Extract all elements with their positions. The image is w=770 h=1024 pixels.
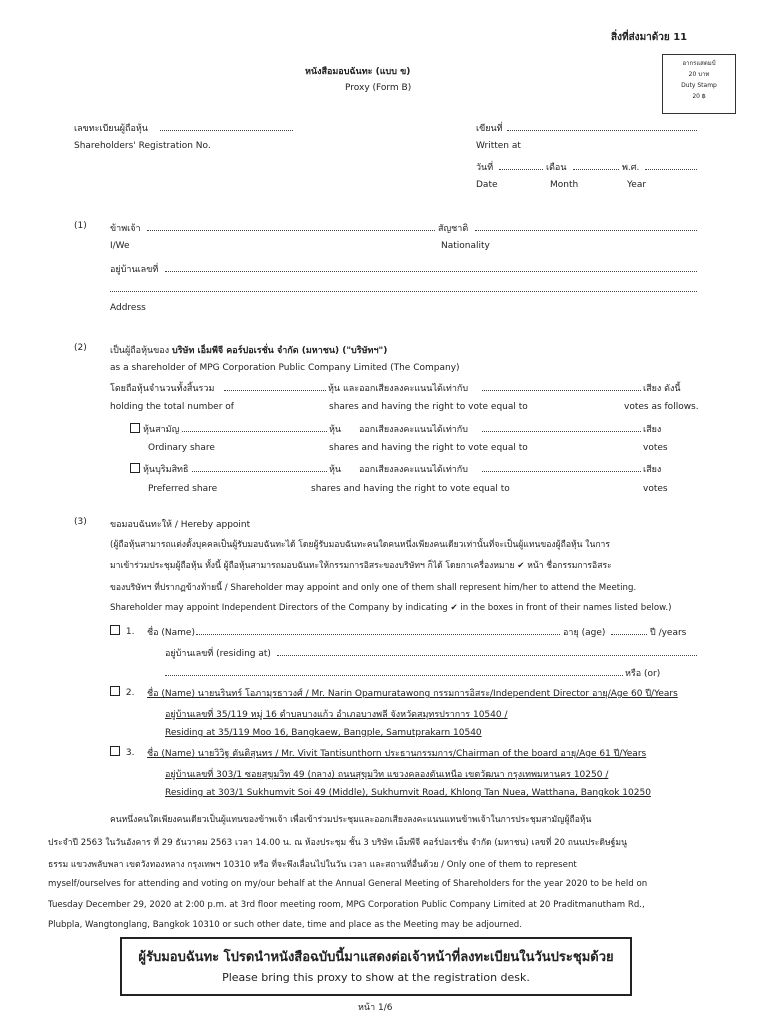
ordinary-right-label-en: shares and having the right to vote equal to: [329, 443, 528, 453]
preferred-shares-field[interactable]: [192, 471, 327, 472]
title-thai: หนังสือมอบฉันทะ (แบบ ข): [305, 67, 411, 77]
proxy-1-age-label: อายุ (age): [563, 628, 606, 638]
proxy-3-address-en: Residing at 303/1 Sukhumvit Soi 49 (Middle), Sukhumvit Road, Khlong Tan Nuea, Watthana, Bangkok 10250: [165, 788, 651, 798]
section-3-number: (3): [74, 517, 87, 527]
ordinary-votes-field[interactable]: [482, 431, 641, 432]
proxy-1-address-field-2[interactable]: [165, 675, 623, 676]
instruction-line-4: Shareholder may appoint Independent Directors of the Company by indicating ✔ in the boxes in front of their names listed below.): [110, 603, 672, 613]
instruction-line-1: (ผู้ถือหุ้นสามารถแต่งตั้งบุคคลเป็นผู้รับมอบฉันทะได้ โดยผู้รับมอบฉันทะคนใดคนหนึ่งเพียงคนเดียวเท่านั้นที่จะเป็นผู้แทนของผู้ถือหุ้น ในการ: [110, 540, 610, 550]
date-field[interactable]: [499, 169, 543, 170]
notice-thai: ผู้รับมอบฉันทะ โปรดนำหนังสือฉบับนี้มาแสดงต่อเจ้าหน้าที่ลงทะเบียนในวันประชุมด้วย: [138, 950, 614, 965]
ordinary-share-row: [130, 422, 179, 436]
body-line-1: คนหนึ่งคนใดเพียงคนเดียวเป็นผู้แทนของข้าพเจ้า เพื่อเข้าร่วมประชุมและออกเสียงลงคะแนนแทนข้าพเจ้าในการประชุมสามัญผู้ถือหุ้น: [110, 815, 592, 825]
date-label-th: วันที่: [476, 163, 494, 173]
total-votes-label-th: เสียง ดังนี้: [643, 384, 681, 394]
preferred-votes-unit-th: เสียง: [643, 465, 662, 475]
proxy-1-or-label: หรือ (or): [625, 669, 661, 679]
proxy-option-2-number: 2.: [125, 688, 135, 698]
duty-stamp-box: [662, 54, 736, 114]
section-2-number: (2): [74, 343, 87, 353]
proxy-3-address-th: อยู่บ้านเลขที่ 303/1 ซอยสุขุมวิท 49 (กลาง) ถนนสุขุมวิท แขวงคลองตันเหนือ เขตวัฒนา กรุงเทพมหานคร 10250 /: [165, 770, 609, 780]
preferred-share-row: [130, 462, 188, 476]
ordinary-shares-unit-th: หุ้น: [329, 425, 342, 435]
proxy-option-1-number: 1.: [125, 627, 135, 637]
date-label-en: Date: [476, 180, 498, 190]
body-line-3: ธรรม แขวงพลับพลา เขตวังทองหลาง กรุงเทพฯ 10310 หรือ ที่จะพึงเลื่อนไปในวัน เวลา และสถานที่อื่นด้วย / Only one of them to represent: [48, 860, 577, 870]
instruction-line-3: ของบริษัทฯ ที่ปรากฏข้างท้ายนี้ / Shareholder may appoint and only one of them shall represent him/her to attend the Meeting.: [110, 583, 637, 593]
preferred-right-label-th: ออกเสียงลงคะแนนได้เท่ากับ: [359, 465, 468, 475]
written-at-label-en: Written at: [476, 141, 521, 151]
proxy-option-2: [110, 686, 134, 698]
appoint-label: ขอมอบฉันทะให้ / Hereby appoint: [110, 520, 251, 530]
instruction-line-2: มาเข้าร่วมประชุมผู้ถือหุ้น ทั้งนี้ ผู้ถือหุ้นสามารถมอบฉันทะให้กรรมการอิสระของบริษัทฯ ก็ได้ โดยกาเครื่องหมาย ✔ หน้า ชื่อกรรมการอิสระ: [110, 561, 612, 571]
stamp-line-1: อากรแสตมป์: [682, 60, 716, 67]
proxy-2-name-line: ชื่อ (Name) นายนรินทร์ โอภามุรธาวงศ์ / Mr. Narin Opamuratawong กรรมการอิสระ/Independent Director อายุ/Age 60 ปี/Years: [147, 689, 678, 699]
house-no-label-th: อยู่บ้านเลขที่: [110, 265, 159, 275]
ordinary-shares-field[interactable]: [182, 431, 327, 432]
total-shares-right-th: หุ้น และออกเสียงลงคะแนนได้เท่ากับ: [328, 384, 469, 394]
total-votes-label-en: votes as follows.: [624, 402, 699, 412]
stamp-line-3: Duty Stamp: [681, 82, 717, 89]
proxy-option-3: [110, 746, 134, 758]
name-field[interactable]: [147, 230, 435, 231]
proxy-1-house-label: อยู่บ้านเลขที่ (residing at): [165, 649, 271, 659]
body-line-4: myself/ourselves for attending and voting on my/our behalf at the Annual General Meeting of Shareholders for the year 2020 to be held on: [48, 879, 648, 889]
preferred-right-label-en: shares and having the right to vote equal to: [311, 484, 510, 494]
registration-field[interactable]: [160, 130, 293, 131]
attachment-label: สิ่งที่ส่งมาด้วย 11: [611, 32, 688, 43]
nationality-label-en: Nationality: [441, 241, 490, 251]
proxy-2-address-th: อยู่บ้านเลขที่ 35/119 หมู่ 16 ตำบลบางแก้ว อำเภอบางพลี จังหวัดสมุทรปราการ 10540 /: [165, 710, 508, 720]
total-shares-field[interactable]: [224, 390, 326, 391]
shareholder-of-label-en: as a shareholder of MPG Corporation Public Company Limited (The Company): [110, 363, 460, 373]
shareholder-of-prefix: เป็นผู้ถือหุ้นของ: [110, 346, 170, 356]
proxy-1-years-label: ปี /years: [650, 628, 687, 638]
proxy-2-address-en: Residing at 35/119 Moo 16, Bangkaew, Bangple, Samutprakarn 10540: [165, 728, 482, 738]
proxy-option-1-checkbox[interactable]: [110, 625, 120, 635]
proxy-option-3-checkbox[interactable]: [110, 746, 120, 756]
notice-english: Please bring this proxy to show at the registration desk.: [222, 971, 530, 984]
registration-notice-box: [120, 937, 632, 996]
stamp-line-4: 20 ฿: [692, 93, 706, 100]
proxy-option-2-checkbox[interactable]: [110, 686, 120, 696]
i-we-label-en: I/We: [110, 241, 130, 251]
ordinary-share-label-th: หุ้นสามัญ: [143, 425, 180, 435]
preferred-votes-field[interactable]: [482, 471, 641, 472]
year-label-th: พ.ศ.: [622, 163, 640, 173]
total-shares-label-th: โดยถือหุ้นจำนวนทั้งสิ้นรวม: [110, 384, 215, 394]
address-field-2[interactable]: [110, 291, 697, 292]
ordinary-share-label-en: Ordinary share: [148, 443, 215, 453]
nationality-label-th: สัญชาติ: [438, 224, 469, 234]
proxy-3-name-line: ชื่อ (Name) นายวิวิฐ ตันติสุนทร / Mr. Vivit Tantisunthorn ประธานกรรมการ/Chairman of the board อายุ/Age 61 ปี/Years: [147, 749, 647, 759]
registration-label-th: เลขทะเบียนผู้ถือหุ้น: [74, 124, 148, 134]
proxy-1-name-field[interactable]: [196, 634, 560, 635]
preferred-share-label-th: หุ้นบุริมสิทธิ: [143, 465, 189, 475]
year-field[interactable]: [645, 169, 697, 170]
month-label-th: เดือน: [546, 163, 567, 173]
stamp-line-2: 20 บาท: [688, 71, 710, 78]
title-english: Proxy (Form B): [345, 83, 412, 93]
i-we-label-th: ข้าพเจ้า: [110, 224, 141, 234]
ordinary-votes-unit-th: เสียง: [643, 425, 662, 435]
preferred-votes-unit-en: votes: [643, 484, 668, 494]
shareholder-of-label: [110, 343, 387, 357]
page-number: หน้า 1/6: [358, 1003, 393, 1013]
ordinary-right-label-th: ออกเสียงลงคะแนนได้เท่ากับ: [359, 425, 468, 435]
body-line-6: Plubpla, Wangtonglang, Bangkok 10310 or such other date, time and place as the Meeting may be adjourned.: [48, 920, 522, 930]
address-field-1[interactable]: [165, 271, 697, 272]
preferred-share-checkbox[interactable]: [130, 463, 140, 473]
proxy-1-name-label: ชื่อ (Name): [147, 628, 195, 638]
body-line-2: ประจำปี 2563 ในวันอังคาร ที่ 29 ธันวาคม 2563 เวลา 14.00 น. ณ ห้องประชุม ชั้น 3 บริษัท เอ็มพีจี คอร์ปอเรชั่น จำกัด (มหาชน) เลขที่ 20 ถนนประดิษฐ์มนู: [48, 838, 627, 848]
month-field[interactable]: [573, 169, 619, 170]
company-name-th: บริษัท เอ็มพีจี คอร์ปอเรชั่น จำกัด (มหาชน) ("บริษัทฯ"): [171, 346, 388, 356]
proxy-option-3-number: 3.: [125, 748, 135, 758]
registration-label-en: Shareholders' Registration No.: [74, 141, 211, 151]
ordinary-share-checkbox[interactable]: [130, 423, 140, 433]
preferred-share-label-en: Preferred share: [148, 484, 218, 494]
total-shares-right-en: shares and having the right to vote equal to: [329, 402, 528, 412]
proxy-option-1: [110, 625, 134, 637]
proxy-1-age-field[interactable]: [611, 634, 647, 635]
address-label-en: Address: [110, 303, 146, 313]
year-label-en: Year: [627, 180, 647, 190]
total-shares-label-en: holding the total number of: [110, 402, 234, 412]
written-at-field[interactable]: [507, 130, 697, 131]
total-votes-field[interactable]: [482, 390, 641, 391]
proxy-1-address-field-1[interactable]: [277, 655, 697, 656]
written-at-label-th: เขียนที่: [476, 124, 503, 134]
preferred-shares-unit-th: หุ้น: [329, 465, 342, 475]
body-line-5: Tuesday December 29, 2020 at 2:00 p.m. at 3rd floor meeting room, MPG Corporation Public Company Limited at 20 Praditmanutham Rd.,: [48, 900, 645, 910]
section-1-number: (1): [74, 221, 87, 231]
nationality-field[interactable]: [475, 230, 697, 231]
ordinary-votes-unit-en: votes: [643, 443, 668, 453]
month-label-en: Month: [550, 180, 579, 190]
